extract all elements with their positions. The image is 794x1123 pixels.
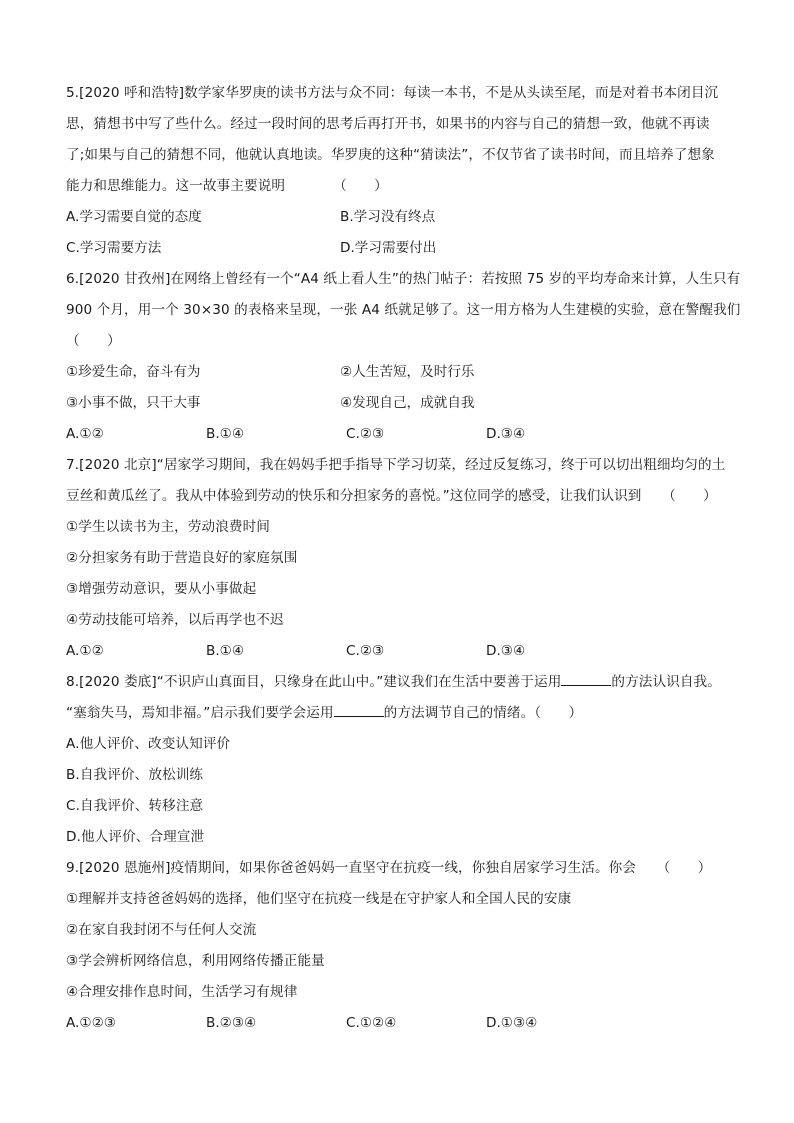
statement-1: ①理解并支持爸爸妈妈的选择，他们坚守在抗疫一线是在守护家人和全国人民的安康	[66, 891, 572, 907]
question-text-segment: 的方法认识自我。	[611, 674, 721, 690]
option-c: C.自我评价、转移注意	[66, 798, 204, 814]
option-b: B.①④	[206, 643, 245, 659]
option-a: A.①②	[66, 643, 104, 659]
option-d: D.③④	[486, 426, 526, 442]
option-row	[66, 202, 742, 233]
question-text-line: 思，猜想书中写了些什么。经过一段时间的思考后再打开书，如果书的内容与自己的猜想一致，他就不再读	[66, 116, 710, 132]
question-text-line: 5.[2020 呼和浩特]数学家华罗庚的读书方法与众不同：每读一本书，不是从头读至尾，而是对着书本闭目沉	[66, 85, 719, 101]
question-9	[66, 853, 742, 1039]
option-d: D.他人评价、合理宣泄	[66, 829, 205, 845]
question-text-line	[66, 698, 742, 729]
question-7	[66, 450, 742, 667]
option-a: A.①②③	[66, 1015, 116, 1031]
question-text-line: 7.[2020 北京]“居家学习期间，我在妈妈手把手指导下学习切菜，经过反复练习，终于可以切出粗细均匀的土	[66, 457, 726, 473]
statement-1: ①学生以读书为主，劳动浪费时间	[66, 519, 270, 535]
question-text-line: 6.[2020 甘孜州]在网络上曾经有一个“A4 纸上看人生”的热门帖子：若按照 75 岁的平均寿命来计算，人生只有	[66, 271, 741, 287]
option-a: A.①②	[66, 426, 104, 442]
fill-in-blank	[561, 671, 611, 686]
question-text-line	[66, 667, 742, 698]
option-b: B.①④	[206, 426, 245, 442]
option-c: C.②③	[346, 426, 385, 442]
option-c: C.②③	[346, 643, 385, 659]
fill-in-blank	[334, 702, 384, 717]
statement-3: ③增强劳动意识，要从小事做起	[66, 581, 257, 597]
option-row	[66, 636, 742, 667]
question-text-line: 能力和思维能力。这一故事主要说明 （ ）	[66, 178, 388, 194]
question-text-segment: 的方法调节自己的情绪。（ ）	[383, 705, 583, 721]
question-text-segment: 8.[2020 娄底]“不识庐山真面目，只缘身在此山中。”建议我们在生活中要善于运用	[66, 674, 562, 690]
statement-2: ②在家自我封闭不与任何人交流	[66, 922, 257, 938]
question-text-line: （ ）	[66, 333, 121, 349]
option-c: C.学习需要方法	[66, 240, 162, 256]
option-row	[66, 419, 742, 450]
statement-4: ④合理安排作息时间，生活学习有规律	[66, 984, 298, 1000]
statement-4: ④劳动技能可培养，以后再学也不迟	[66, 612, 284, 628]
question-6	[66, 264, 742, 450]
statement-2: ②人生苦短，及时行乐	[340, 364, 475, 380]
option-d: D.①③④	[486, 1015, 538, 1031]
option-b: B.学习没有终点	[340, 209, 436, 225]
statement-row	[66, 357, 742, 388]
option-d: D.③④	[486, 643, 526, 659]
question-8	[66, 667, 742, 853]
option-row	[66, 1008, 742, 1039]
option-b: B.②③④	[206, 1015, 257, 1031]
question-text-line: 900 个月，用一个 30×30 的表格来呈现，一张 A4 纸就足够了。这一用方格为人生建模的实验，意在警醒我们	[66, 302, 741, 318]
option-a: A.他人评价、改变认知评价	[66, 736, 231, 752]
statement-4: ④发现自己，成就自我	[340, 395, 475, 411]
statement-row	[66, 388, 742, 419]
option-row	[66, 233, 742, 264]
statement-3: ③小事不做，只干大事	[66, 395, 201, 411]
option-d: D.学习需要付出	[340, 240, 437, 256]
question-text-line: 了;如果与自己的猜想不同，他就认真地读。华罗庚的这种“猜读法”，不仅节省了读书时间，而且培养了想象	[66, 147, 715, 163]
option-c: C.①②④	[346, 1015, 397, 1031]
statement-3: ③学会辨析网络信息，利用网络传播正能量	[66, 953, 325, 969]
question-text-segment: “塞翁失马，焉知非福。”启示我们要学会运用	[66, 705, 334, 721]
option-a: A.学习需要自觉的态度	[66, 209, 202, 225]
question-text-line: 9.[2020 恩施州]疫情期间，如果你爸爸妈妈一直坚守在抗疫一线，你独自居家学习生活。你会 （ ）	[66, 860, 712, 876]
option-b: B.自我评价、放松训练	[66, 767, 204, 783]
statement-1: ①珍爱生命，奋斗有为	[66, 364, 201, 380]
statement-2: ②分担家务有助于营造良好的家庭氛围	[66, 550, 298, 566]
question-5	[66, 78, 742, 264]
question-page	[66, 78, 742, 1039]
question-text-line: 豆丝和黄瓜丝了。我从中体验到劳动的快乐和分担家务的喜悦。”这位同学的感受，让我们认识到 （ ）	[66, 488, 717, 504]
